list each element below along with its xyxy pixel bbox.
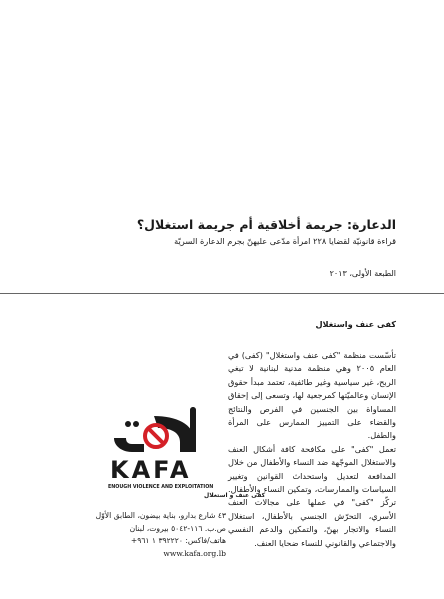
logo-tagline-arabic: كفى عنف و استغلال <box>204 492 266 499</box>
website-link[interactable]: www.kafa.org.lb <box>163 548 226 558</box>
contact-block <box>40 510 226 560</box>
phone-fax: هاتف/فاكس: ٣٩٢٢٢٠ ١ ٩٦١+ <box>130 536 226 545</box>
description-paragraph-1: تأسّست منظمة "كفى عنف واستغلال" (كفى) في العام ٢٠٠٥ وهي منظمة مدنية لبنانية لا تبغي الربح، غير سياسية وغير طائفية، تعتمد مبدأ حقوق الإنسان وعالميّتها كمرجعية لها، وتسعى إلى إحقاق المساواة بين الجنسين في الفرص والنتائج والقضاء على التمييز الممارس على المرأة والطفل. <box>228 350 396 441</box>
kafa-logo <box>92 402 266 500</box>
description-paragraph-2: تعمل "كفى" على مكافحة كافة أشكال العنف والاستغلال الموجّهة ضد النساء والأطفال من خلال المدافعة لتعديل واستحداث القوانين وتغيير السياسات والممارسات، وتمكين النساء والأطفال. تركّز "كفى" في عملها على مجالات العنف الأسري، التحرّش الجنسي بالأطفال، استغلال النساء والاتجار بهنّ، والتمكين والدعم النفسي والاجتماعي والقانوني للنساء ضحايا العنف. <box>228 443 396 548</box>
street-address: ٤٣ شارع بدارو، بناية بيضون، الطابق الأوّل <box>95 511 226 520</box>
report-title: الدعارة: جريمة أخلاقية أم جريمة استغلال؟ <box>136 217 396 232</box>
kafa-logo-graphic <box>92 402 266 500</box>
edition-line: الطبعة الأولى، ٢٠١٣ <box>329 269 396 278</box>
organization-description <box>228 349 396 550</box>
report-subtitle: قراءة قانونيّة لقضايا ٢٢٨ امرأة مدّعى عليهنّ بجرم الدعارة السريّة <box>174 236 396 246</box>
organization-heading: كفى عنف واستغلال <box>315 319 396 329</box>
po-box: ص.ب. ١١٦-٥٠٤٢ بيروت، لبنان <box>129 523 226 533</box>
horizontal-divider <box>0 293 444 294</box>
logo-wordmark: KAFA <box>110 456 192 484</box>
logo-tagline-english: ENOUGH VIOLENCE AND EXPLOITATION <box>108 485 214 490</box>
